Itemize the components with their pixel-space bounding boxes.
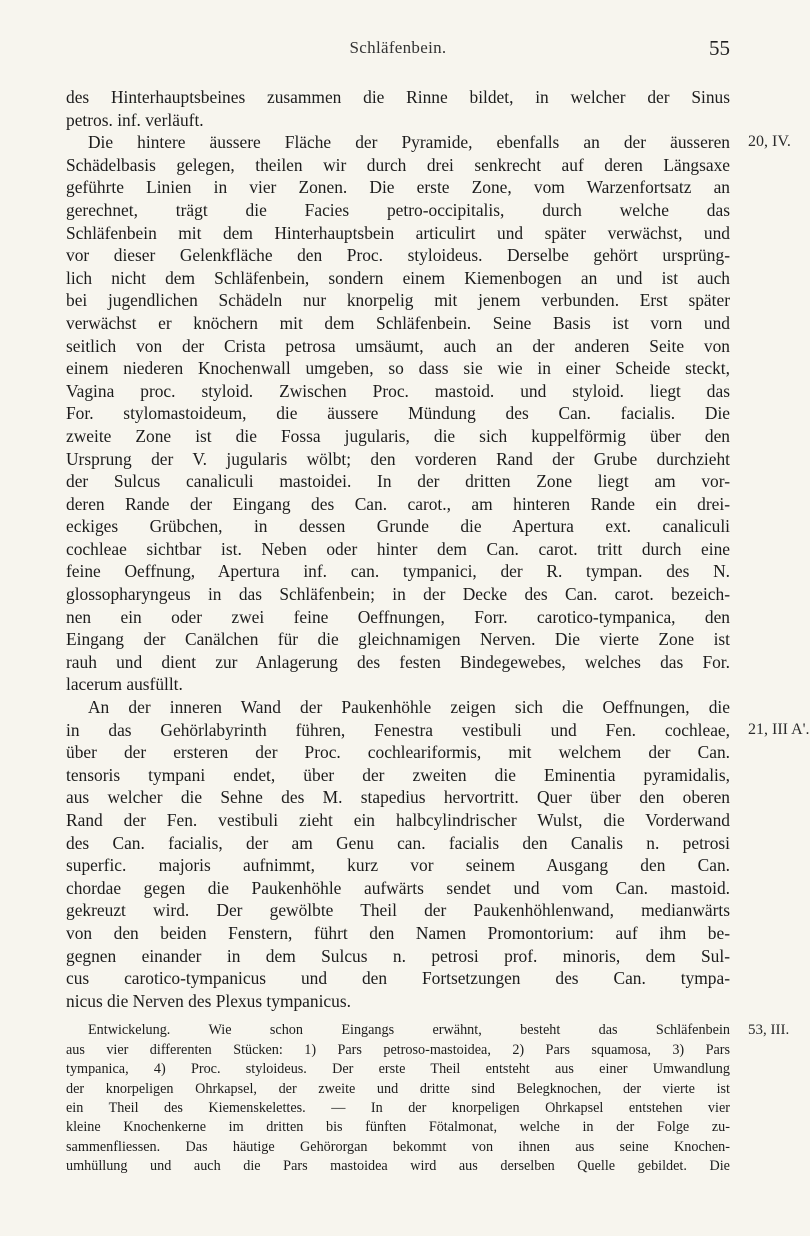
margin-reference: 21, III A'. — [748, 720, 810, 738]
line-text: in das Gehörlabyrinth führen, Fenestra vestibuli und Fen. cochleae, — [66, 719, 730, 740]
text-line: einem niederen Knochenwall umgeben, so dass sie wie in einer Scheide steckt, — [66, 358, 730, 379]
text-line: For. stylomastoideum, die äussere Mündung des Can. facialis. Die — [66, 403, 730, 424]
small-text-line: ein Theil des Kiemenskelettes. — In der knorpeligen Ohrkapsel entstehen vier — [66, 1099, 730, 1116]
text-line: deren Rande der Eingang des Can. carot., am hinteren Rande ein drei- — [66, 493, 730, 514]
small-text-line: umhüllung und auch die Pars mastoidea wird aus derselben Quelle gebildet. Die — [66, 1158, 730, 1175]
text-line — [66, 719, 810, 742]
small-text-line: der knorpeligen Ohrkapsel, der zweite und dritte sind Belegknochen, der vierte ist — [66, 1080, 730, 1097]
text-line: gegnen einander in dem Sulcus n. petrosi prof. minoris, dem Sul- — [66, 945, 730, 966]
text-line: lich nicht dem Schläfenbein, sondern einem Kiemenbogen an und ist auch — [66, 267, 730, 288]
paragraph-gap — [66, 1012, 730, 1021]
text-line: des Hinterhauptsbeines zusammen die Rinne bildet, in welcher der Sinus — [66, 87, 730, 107]
text-line: der Sulcus canaliculi mastoidei. In der dritten Zone liegt am vor- — [66, 471, 730, 492]
text-line: glossopharyngeus in das Schläfenbein; in der Decke des Can. carot. bezeich- — [66, 584, 730, 605]
line-text: Die hintere äussere Fläche der Pyramide, ebenfalls an der äusseren — [88, 132, 730, 153]
text-line: feine Oeffnung, Apertura inf. can. tympanici, der R. tympan. des N. — [66, 561, 730, 582]
line-text: Entwickelung. Wie schon Eingangs erwähnt, besteht das Schläfenbein — [88, 1022, 730, 1039]
text-line: gekreuzt wird. Der gewölbte Theil der Paukenhöhlenwand, medianwärts — [66, 900, 730, 921]
text-line: cus carotico-tympanicus und den Fortsetzungen des Can. tympa- — [66, 968, 730, 989]
text-line: lacerum ausfüllt. — [66, 674, 183, 695]
small-text-line: sammenfliessen. Das häutige Gehörorgan bekommt von ihnen aus seine Knochen- — [66, 1138, 730, 1155]
text-line: cochleae sichtbar ist. Neben oder hinter dem Can. carot. tritt durch eine — [66, 538, 730, 559]
text-line: des Can. facialis, der am Genu can. facialis den Canalis n. petrosi — [66, 832, 730, 853]
text-line: Schläfenbein mit dem Hinterhauptsbein articulirt und später verwächst, und — [66, 222, 730, 243]
text-line: über der ersteren der Proc. cochleariformis, mit welchem der Can. — [66, 742, 730, 763]
text-line: Rand der Fen. vestibuli zieht ein halbcylindrischer Wulst, die Vorderwand — [66, 810, 730, 830]
text-line: rauh und dient zur Anlagerung des festen Bindegewebes, welches das For. — [66, 651, 730, 672]
text-line: superfic. majoris aufnimmt, kurz vor seinem Ausgang den Can. — [66, 855, 730, 876]
small-text-line: kleine Knochenkerne im dritten bis fünften Fötalmonat, welche in der Folge zu- — [66, 1119, 730, 1136]
text-line: geführte Linien in vier Zonen. Die erste Zone, vom Warzenfortsatz an — [66, 177, 730, 198]
text-line: Ursprung der V. jugularis wölbt; den vorderen Rand der Grube durchzieht — [66, 448, 730, 469]
text-line: gerechnet, trägt die Facies petro-occipitalis, durch welche das — [66, 199, 730, 220]
text-line: Vagina proc. styloid. Zwischen Proc. mastoid. und styloid. liegt das — [66, 380, 730, 401]
text-line: An der inneren Wand der Paukenhöhle zeigen sich die Oeffnungen, die — [88, 697, 730, 718]
text-line — [66, 131, 791, 154]
text-line: tensoris tympani endet, über der zweiten die Eminentia pyramidalis, — [66, 764, 730, 785]
text-line: von den beiden Fenstern, führt den Namen Promontorium: auf ihm be- — [66, 922, 730, 943]
small-print-section — [66, 1021, 790, 1176]
text-line: vor dieser Gelenkfläche den Proc. styloideus. Derselbe gehört ursprüng- — [66, 245, 730, 266]
text-line: chordae gegen die Paukenhöhle aufwärts sendet und vom Can. mastoid. — [66, 877, 730, 898]
text-line: Eingang der Canälchen für die gleichnamigen Nerven. Die vierte Zone ist — [66, 629, 730, 650]
main-text — [66, 86, 810, 1176]
small-text-line: tympanica, 4) Proc. styloideus. Der erste Theil entsteht aus einer Umwandlung — [66, 1061, 730, 1078]
text-line: nicus die Nerven des Plexus tympanicus. — [66, 990, 351, 1011]
running-head: Schläfenbein. — [349, 38, 447, 57]
small-text-line: aus vier differenten Stücken: 1) Pars petroso-mastoidea, 2) Pars squamosa, 3) Pars — [66, 1041, 730, 1058]
margin-reference: 53, III. — [748, 1022, 790, 1039]
text-line: bei jugendlichen Schädeln nur knorpelig mit jenem verbunden. Erst später — [66, 290, 730, 311]
text-line: Schädelbasis gelegen, theilen wir durch drei senkrecht auf deren Längsaxe — [66, 154, 730, 175]
text-line: aus welcher die Sehne des M. stapedius hervortritt. Quer über den oberen — [66, 787, 730, 808]
small-text-line — [66, 1021, 790, 1040]
text-line: verwächst er knöchern mit dem Schläfenbein. Seine Basis ist vorn und — [66, 312, 730, 333]
text-line: seitlich von der Crista petrosa umsäumt, auch an der anderen Seite von — [66, 335, 730, 356]
margin-reference: 20, IV. — [748, 133, 791, 151]
text-line: nen ein oder zwei feine Oeffnungen, Forr. carotico-tympanica, den — [66, 606, 730, 627]
page-header — [66, 36, 730, 66]
text-line: eckiges Grübchen, in dessen Grunde die Apertura ext. canaliculi — [66, 516, 730, 537]
text-line: zweite Zone ist die Fossa jugularis, die sich kuppelförmig über den — [66, 425, 730, 446]
text-line: petros. inf. verläuft. — [66, 109, 204, 130]
page-number: 55 — [709, 36, 730, 60]
